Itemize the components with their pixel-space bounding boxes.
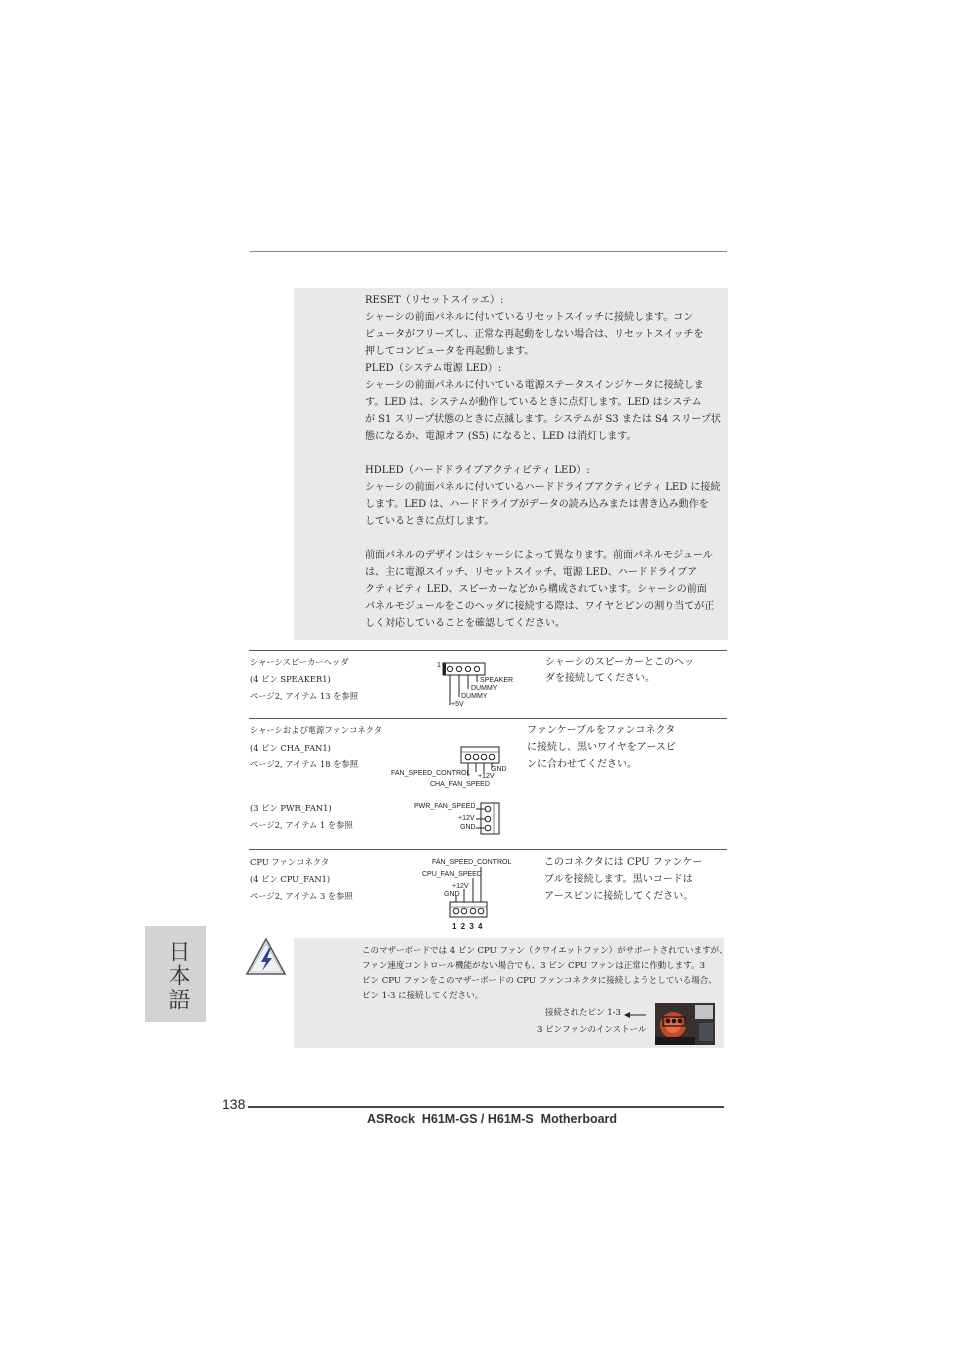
panel-line: 前面パネルのデザインはシャーシによって異なります。前面パネルモジュール <box>365 550 713 561</box>
note-install-caption: 3 ピンファンのインストール <box>537 1025 647 1035</box>
cpufan-pin: (4 ピン CPU_FAN1) <box>250 874 331 884</box>
cpufan-ref: ページ2, アイテム 3 を参照 <box>250 891 353 901</box>
chafan-desc-3: ンに合わせてください。 <box>527 759 637 770</box>
chafan-label-gnd: GND <box>491 766 507 773</box>
warning-icon <box>244 936 288 978</box>
panel-line: ピュータがフリーズし、正常な再起動をしない場合は、リセットスイッチを <box>365 329 704 340</box>
footer-rule <box>248 1106 724 1108</box>
front-panel-description-text <box>365 292 721 632</box>
panel-line <box>365 530 721 547</box>
page-number: 138 <box>222 1096 246 1112</box>
top-rule <box>250 251 727 252</box>
note-line: ピン CPU ファンをこのマザーボードの CPU ファンコネクタに接続しようとしている場合、 <box>362 976 717 986</box>
section-rule <box>249 849 727 850</box>
panel-line <box>365 445 721 462</box>
speaker-pin1-label: 1 <box>437 662 441 669</box>
language-side-tab <box>145 926 206 1022</box>
speaker-title: シャーシスピーカーヘッダ <box>250 657 349 667</box>
note-text <box>362 944 728 1004</box>
chafan-pin: (4 ピン CHA_FAN1) <box>250 743 331 753</box>
chafan-desc-2: に接続し、黒いワイヤをアースピ <box>527 742 676 753</box>
panel-line: RESET（リセットスイッエ）: <box>365 295 504 306</box>
note-line: このマザーボードでは 4 ピン CPU ファン（クワイエットファン）がサポートされていますが、 <box>362 946 728 956</box>
pwrfan-connector-diagram <box>476 801 506 837</box>
chafan-label-speed: CHA_FAN_SPEED <box>430 781 490 788</box>
note-line: ファン速度コントロール機能がない場合でも、3 ピン CPU ファンは正常に作動します。3 <box>362 961 705 971</box>
panel-line: します。LED は、ハードドライブがデータの読み込みまたは書き込み動作を <box>365 499 709 510</box>
fan-installation-photo <box>655 1003 715 1045</box>
chafan-title: シャーシおよび電源ファンコネクタ <box>250 725 383 735</box>
panel-line: PLED（システム電源 LED）: <box>365 363 502 374</box>
panel-line: しているときに点灯します。 <box>365 516 495 527</box>
cpufan-label-12v: +12V <box>452 883 469 890</box>
pwrfan-label-gnd: GND <box>460 824 476 831</box>
speaker-pin-label-dummy: DUMMY <box>471 685 498 692</box>
note-connected-pins: 接続されたピン 1-3 <box>545 1008 621 1018</box>
cpufan-pin-numbers: 1 2 3 4 <box>452 922 484 931</box>
panel-line: す。LED は、システムが動作しているときに点灯します。LED はシステム <box>365 397 702 408</box>
panel-line: は、主に電源スイッチ、リセットスイッチ、電源 LED、ハードドライブア <box>365 567 698 578</box>
cpufan-desc-3: アースピンに接続してください。 <box>544 891 694 902</box>
panel-line: が S1 スリープ状態のときに点滅します。システムが S3 または S4 スリープ状 <box>365 414 721 425</box>
cpufan-label-gnd: GND <box>444 891 460 898</box>
section-rule <box>249 650 727 651</box>
pwrfan-label-speed: PWR_FAN_SPEED <box>414 803 476 810</box>
speaker-ref: ページ2, アイテム 13 を参照 <box>250 691 359 701</box>
panel-line: シャーシの前面パネルに付いているハードドライブアクティビティ LED に接続 <box>365 482 721 493</box>
section-rule <box>249 718 727 719</box>
chafan-desc-1: ファンケーブルをファンコネクタ <box>527 725 676 736</box>
speaker-pin-label-dummy: DUMMY <box>461 693 488 700</box>
arrow-left-icon <box>624 1010 646 1020</box>
panel-line: 押してコンピュータを再起動します。 <box>365 346 535 357</box>
panel-line: 態になるか、電源オフ (S5) になると、LED は消灯します。 <box>365 431 637 442</box>
cpufan-title: CPU ファンコネクタ <box>250 857 330 867</box>
footer-title: ASRock H61M-GS / H61M-S Motherboard <box>367 1112 618 1126</box>
cpufan-desc-1: このコネクタには CPU ファンケー <box>544 857 703 868</box>
cpufan-label-speed: CPU_FAN_SPEED <box>422 871 482 878</box>
panel-line: HDLED（ハードドライブアクティビティ LED）: <box>365 465 590 476</box>
speaker-desc-1: シャーシのスピーカーとこのヘッ <box>545 657 694 668</box>
panel-line: クティビティ LED、スピーカーなどから構成されています。シャーシの前面 <box>365 584 707 595</box>
panel-line: しく対応していることを確認してください。 <box>365 618 565 629</box>
speaker-pin-label-5v: +5V <box>451 701 464 708</box>
speaker-pin-label-speaker: SPEAKER <box>480 677 514 684</box>
chafan-ref: ページ2, アイテム 18 を参照 <box>250 759 359 769</box>
note-line: ピン 1-3 に接続してください。 <box>362 991 484 1001</box>
pwrfan-ref: ページ2, アイテム 1 を参照 <box>250 820 353 830</box>
pwrfan-label-12v: +12V <box>458 815 475 822</box>
language-tab-label: 日本語 <box>165 940 190 1012</box>
speaker-desc-2: ダを接続してください。 <box>545 673 655 684</box>
pwrfan-pin: (3 ピン PWR_FAN1) <box>250 803 332 813</box>
chafan-label-speed-control: FAN_SPEED_CONTROL <box>391 770 471 777</box>
panel-line: シャーシの前面パネルに付いている電源ステータスインジケータに接続しま <box>365 380 704 391</box>
cpufan-desc-2: ブルを接続します。黒いコードは <box>544 874 693 885</box>
speaker-pin: (4 ピン SPEAKER1) <box>250 674 331 684</box>
panel-line: シャーシの前面パネルに付いているリセットスイッチに接続します。コン <box>365 312 694 323</box>
chafan-label-12v: +12V <box>478 773 495 780</box>
cpufan-label-speed-control: FAN_SPEED_CONTROL <box>432 859 512 866</box>
panel-line: パネルモジュールをこのヘッダに接続する際は、ワイヤとピンの割り当てが正 <box>365 601 715 612</box>
